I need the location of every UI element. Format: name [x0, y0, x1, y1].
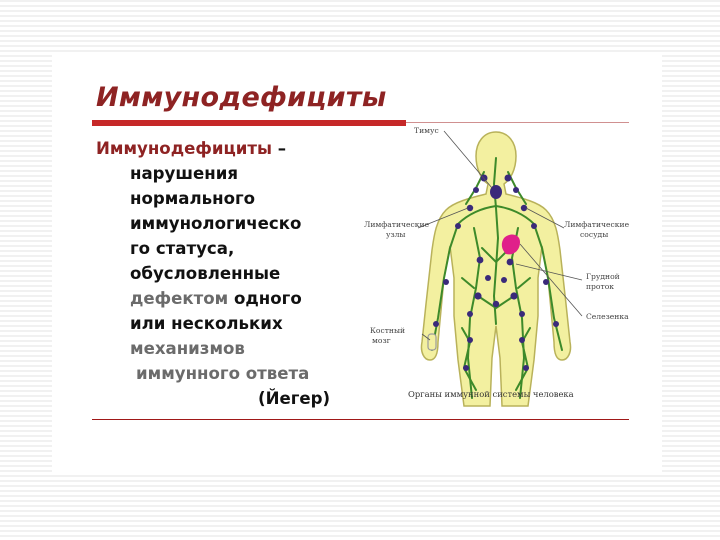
label-duct-2: проток [586, 282, 615, 291]
label-lymph-vessels-1: Лимфатические [564, 220, 630, 229]
label-spleen: Селезенка [586, 312, 629, 321]
immune-system-figure [358, 128, 635, 414]
definition-line-6: обусловленные [130, 264, 281, 283]
body-illustration [358, 128, 635, 414]
label-marrow-1: Костный [370, 326, 406, 335]
bottom-rule [92, 419, 629, 420]
definition-dash: – [272, 139, 287, 158]
figure-caption: Органы иммунной системы человека [408, 389, 574, 399]
label-lymph-nodes-1: Лимфатические [364, 220, 430, 229]
label-lymph-vessels-2: сосуды [580, 230, 609, 239]
definition-author: (Йегер) [258, 389, 331, 408]
definition-text [96, 136, 366, 411]
label-marrow-2: мозг [372, 336, 391, 345]
definition-line-2: нарушения [130, 164, 238, 183]
definition-defect-word: дефектом [130, 289, 229, 308]
definition-term: Иммунодефициты [96, 139, 272, 158]
slide-title: Иммунодефициты [96, 82, 387, 113]
definition-line-3: нормального [130, 189, 256, 208]
definition-line-10: иммунного ответа [136, 364, 310, 383]
definition-line-4: иммунологическо [130, 214, 302, 233]
label-thymus: Тимус [414, 126, 439, 135]
thymus-organ [490, 185, 502, 199]
definition-line-7 [96, 286, 366, 311]
title-accent-bar [92, 120, 406, 126]
definition-line-8: или нескольких [130, 314, 283, 333]
definition-line-9: механизмов [130, 339, 245, 358]
bone-marrow-marker [428, 334, 436, 350]
label-duct-1: Грудной [586, 272, 620, 281]
definition-line-1 [96, 136, 366, 161]
slide [52, 52, 662, 472]
definition-line-5: го статуса, [130, 239, 235, 258]
definition-one-word: одного [228, 289, 302, 308]
label-lymph-nodes-2: узлы [386, 230, 406, 239]
